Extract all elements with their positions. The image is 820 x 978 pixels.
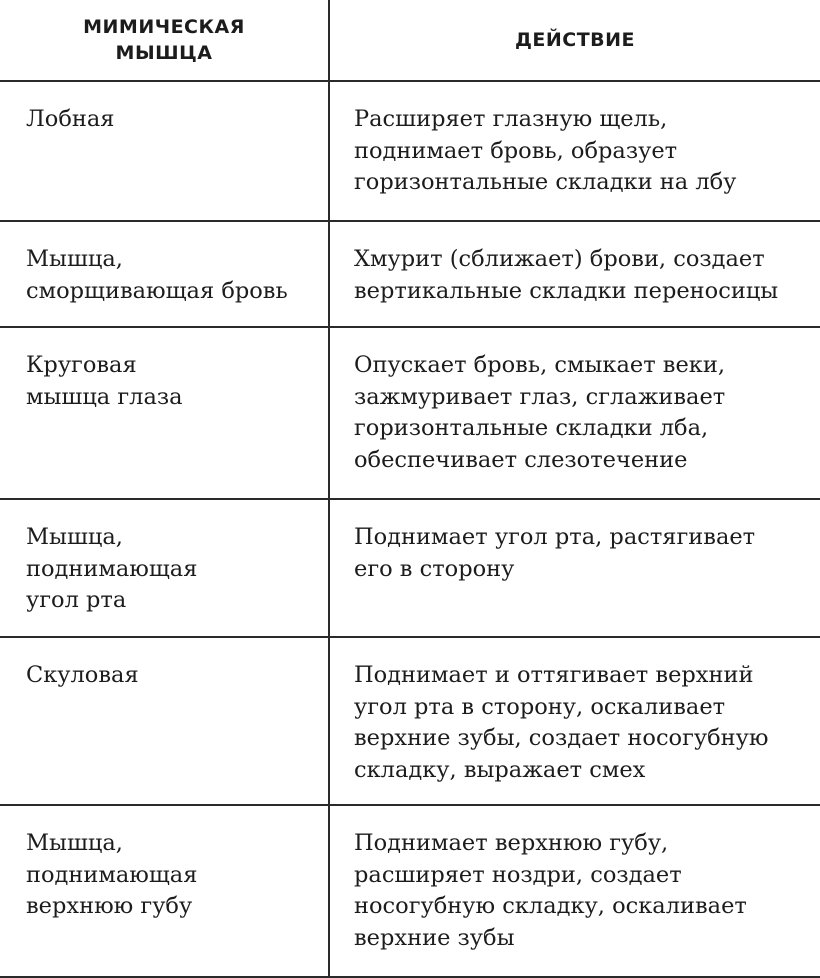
table-row	[0, 637, 820, 805]
table-row	[0, 81, 820, 221]
muscle-cell: Мышца, поднимающая угол рта	[0, 499, 329, 637]
action-cell: Поднимает угол рта, растягивает его в сторону	[329, 499, 820, 637]
action-cell: Поднимает и оттягивает верхний угол рта в сторону, оскаливает верхние зубы, создает носогубную складку, выражает смех	[329, 637, 820, 805]
action-cell: Хмурит (сближает) брови, создает вертикальные складки переносицы	[329, 221, 820, 327]
action-cell: Расширяет глазную щель, поднимает бровь, образует горизонтальные складки на лбу	[329, 81, 820, 221]
muscle-cell: Скуловая	[0, 637, 329, 805]
muscle-cell: Мышца, сморщивающая бровь	[0, 221, 329, 327]
header-action: ДЕЙСТВИЕ	[329, 0, 820, 81]
action-cell: Поднимает верхнюю губу, расширяет ноздри, создает носогубную складку, оскаливает верхние зубы	[329, 805, 820, 977]
muscle-cell: Лобная	[0, 81, 329, 221]
table-row	[0, 327, 820, 499]
header-muscle: МИМИЧЕСКАЯ МЫШЦА	[0, 0, 329, 81]
table-row	[0, 221, 820, 327]
muscle-cell: Мышца, поднимающая верхнюю губу	[0, 805, 329, 977]
action-cell: Опускает бровь, смыкает веки, зажмуривает глаз, сглаживает горизонтальные складки лба, обеспечивает слезотечение	[329, 327, 820, 499]
table-header-row	[0, 0, 820, 81]
table-row	[0, 805, 820, 977]
table-row	[0, 499, 820, 637]
muscle-cell: Круговая мышца глаза	[0, 327, 329, 499]
